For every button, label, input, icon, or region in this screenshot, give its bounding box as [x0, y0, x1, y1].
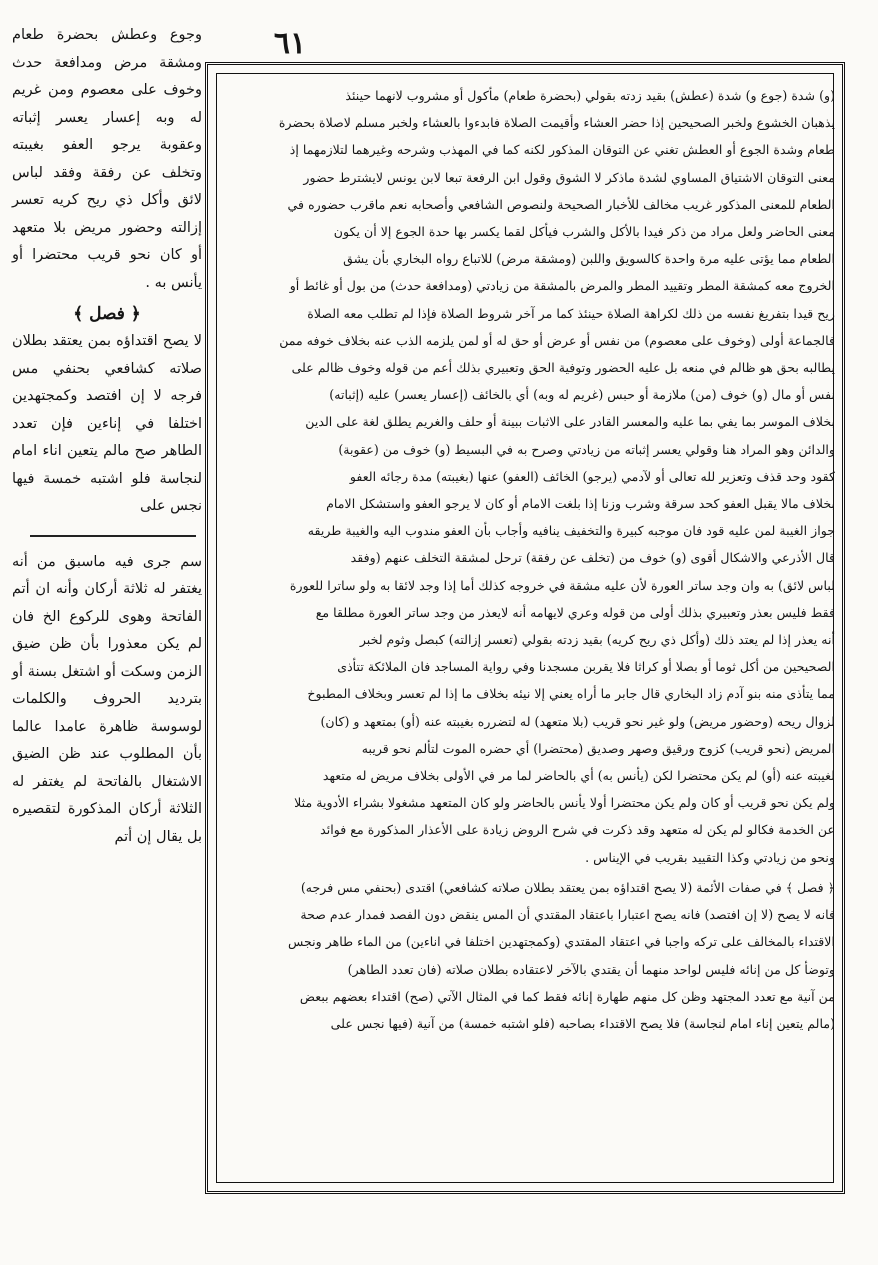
- text-line: بخلاف الموسر بما يفي بما عليه والمعسر القادر على الاثبات ببينة أو حلف والغريم يطلق لغة على الدين: [305, 414, 835, 430]
- text-line: طعام وشدة الجوع أو العطش تغني عن التوقان المذكور لكنه كما في المهذب وشرحه وغيرهما لتلازمهما إذ: [289, 142, 835, 158]
- text-line: الخروج معه كمشقة المطر وتقييد المطر والمرض بالمشقة من زيادتي (ومدافعة حدث) من بول أو غائط أو: [289, 278, 835, 294]
- text-line: ﴿ فصل ﴾ في صفات الأئمة (لا يصح اقتداؤه بمن يعتقد بطلان صلاته كشافعي) اقتدى (بحنفي مس فرجه): [300, 879, 835, 895]
- text-line: (و) شدة (جوع و) شدة (عطش) بقيد زدته بقولي (بحضرة طعام) مأكول أو مشروب لانهما حينئذ: [345, 88, 835, 103]
- text-line: مما يتأذى منه بنو آدم زاد البخاري قال جابر ما أراه يعني إلا نيئه بخلاف ما إذا لم تعسر وبخلاف المطبوخ: [307, 686, 835, 702]
- text-line: المريض (نحو قريب) كزوج ورقيق وصهر وصديق (محتضرا) أي حضره الموت لتألم نحو قريبه: [361, 740, 835, 756]
- text-line: ريح قيدا بتفريغ نفسه من ذلك لكراهة الصلاة حينئذ كما مر آخر شروط الصلاة فإذا لم تطلب معه الصلاة: [307, 305, 835, 321]
- text-line: فالجماعة أولى (وخوف على معصوم) من نفس أو عرض أو حق له أو لمن يلزمه الذب عنه بخلاف خوفه ممن: [279, 332, 835, 348]
- text-line: يطالبه بحق هو ظالم في منعه بل عليه الحضور وتوفية الحق وتعبيري بذلك أعم من قوله وخوف ظالم على: [291, 360, 835, 376]
- text-line: لباس لائق) به وان وجد ساتر العورة لأن عليه مشقة في خروجه كذلك أما إذا وجد لائقا به ولو ساترا للعورة: [289, 577, 835, 593]
- text-line: بخلاف مالا يقبل العفو كحد سرقة وشرب وزنا إذا بلغت الامام أو كان لا يرجو العفو واستشكل الامام: [326, 496, 835, 512]
- text-line: الاقتداء بالمخالف على تركه واجبا في اعتقاد المقتدي (وكمجتهدين اختلفا في اناءين) من الماء طاهر ونجس: [287, 934, 835, 950]
- text-line: (مالم يتعين إناء امام لنجاسة) فلا يصح الاقتداء بصاحبه (فلو اشتبه خمسة) من آنية (فيها نجس على: [330, 1015, 835, 1031]
- text-line: ونحو من زيادتي وكذا التقييد بقريب في الإيناس .: [585, 849, 835, 865]
- section-fasl-paragraph: [215, 874, 835, 1037]
- text-line: والدائن وهو المراد هنا وقولي يعسر إثباته من زيادتي وصرح به في البسيط (و) خوف من (عقوبة): [338, 441, 835, 457]
- text-line: عن الخدمة فكالو لم يكن له متعهد وقد ذكرت في شرح الروض زيادة على الأعذار المذكورة مع فوائد: [320, 822, 835, 838]
- text-line: يذهبان الخشوع ولخبر الصحيحين إذا حضر العشاء وأقيمت الصلاة فابدءوا بالعشاء ولخبر مسلم لاصلاة بحضرة: [278, 115, 835, 131]
- margin-divider: [30, 535, 196, 537]
- text-line: فانه لا يصح (لا إن افتصد) فانه يصح اعتبارا باعتقاد المقتدي أن المس ينقض دون الفصد فمدار عدم صحة: [300, 907, 835, 923]
- text-line: الطعام مما يؤتى عليه مرة واحدة كالسويق واللبن (ومشقة مرض) للاتباع رواه البخاري بأن يشق: [343, 251, 835, 267]
- margin-commentary: [12, 22, 202, 1252]
- text-line: كقود وحد قذف وتعزير لله تعالى أو لآدمي (يرجو) الخائف (العفو) عنها (بغيبته) مدة رجائه العفو: [349, 468, 835, 484]
- margin-section-heading: ﴿ فصل ﴾: [73, 304, 141, 324]
- text-line: لزوال ريحه (وحضور مريض) ولو غير نحو قريب (بلا متعهد) له لتضرره بغيبته عنه (أو) بمتعهد و (كان): [320, 713, 835, 729]
- text-line: قال الأذرعي والاشكال أقوى (و) خوف من (تخلف عن رفقة) ترحل لمشقة التخلف عنهم (وفقد: [350, 550, 835, 566]
- margin-text-fasl: لا يصح اقتداؤه بمن يعتقد بطلان صلاته كشافعي بحنفي مس فرجه لا إن افتصد وكمجتهدين اختلفا في إناءين فإن تعدد الطاهر صح مالم يتعين اناء امام لنجاسة فلو اشتبه خمسة فيها نجس على: [12, 333, 202, 514]
- text-line: الصحيحين من أكل ثوما أو بصلا أو كراثا فلا يقربن مسجدنا وفي رواية المساجد فان الملائكة تتأذى: [337, 659, 835, 675]
- text-line: أنه يعذر إذا لم يعتد ذلك (وأكل ذي ريح كريه) بقيد زدته بقولي (تعسر إزالته) كبصل وثوم لخبر: [359, 632, 835, 648]
- margin-text-top: وجوع وعطش بحضرة طعام ومشقة مرض ومدافعة حدث وخوف على معصوم ومن غريم له وبه إعسار يعسر إثباته وعقوبة يرجو العفو بغيبته وتخلف عن رفقة وفقد لباس لائق وأكل ذي ريح كريه تعسر إزالته وحضور مريض بلا متعهد أو كان نحو قريب محتضرا أو يأنس به .: [12, 27, 202, 291]
- main-body-text: [215, 82, 835, 1184]
- text-line: لغيبته عنه (أو) لم يكن محتضرا لكن (يأنس به) أي بالحاضر لما مر في الأولى بخلاف مريض له متعهد: [322, 768, 835, 784]
- text-line: من آنية مع تعدد المجتهد وظن كل منهم طهارة إنائه فقط كما في المثال الآتي (صح) اقتداء بعضهم ببعض: [299, 988, 835, 1004]
- margin-footnote-text: سم جرى فيه ماسبق من أنه يغتفر له ثلاثة أركان وأنه ان أتم الفاتحة وهوى للركوع الخ فان لم يكن معذورا بأن ظن ضيق الزمن وسكت أو اشتغل بسنة أو بترديد الحروف والكلمات لوسوسة ظاهرة عامدا عالما بأن المطلوب عند ظن الضيق الاشتغال بالفاتحة لم يغتفر له الثلاثة أركان المذكورة لتقصيره بل يقال إن أتم: [12, 553, 202, 845]
- text-line: وتوضأ كل من إنائه فليس لواحد منهما أن يقتدي بالآخر لاعتقاده بطلان صلاته (فان تعدد الطاهر): [347, 961, 835, 977]
- text-line: معنى الحاضر ولعل مراد من ذكر فيدا بالأكل والشرب فيأكل لقما يكسر بها حدة الجوع إلا أن يكون: [333, 224, 835, 240]
- text-line: نفس أو مال (و) خوف (من) ملازمة أو حبس (غريم له وبه) أي بالخائف (إعسار يعسر) عليه (إثباته): [329, 387, 835, 403]
- text-line: فقط فليس بعذر وتعبيري بذلك أولى من قوله وعري لايهامه أنه لايعذر من وجد ساتر العورة مطلقا مع: [315, 604, 835, 620]
- text-line: جواز الغيبة لمن عليه قود فان موجبه كبيرة والتخفيف ينافيه وأجاب بأن العفو مندوب اليه والغيبة طريقه: [307, 523, 835, 539]
- main-paragraph: [215, 82, 835, 871]
- text-line: الطعام للمعنى المذكور غريب مخالف للأخبار الصحيحة ولنصوص الشافعي وأصحابه نعم ماقرب حضوره في: [287, 196, 835, 212]
- page-number: ٦١: [273, 26, 307, 61]
- text-line: معنى التوقان الاشتياق المساوي لشدة ماذكر لا الشوق وقول ابن الرفعة تبعا لابن يونس لايشترط حضور: [303, 169, 835, 185]
- text-line: ولم يكن نحو قريب أو كان ولم يكن محتضرا أولا يأنس بالحاضر ولو كان المتعهد مشغولا بشراء الأدوية مثلا: [294, 795, 835, 811]
